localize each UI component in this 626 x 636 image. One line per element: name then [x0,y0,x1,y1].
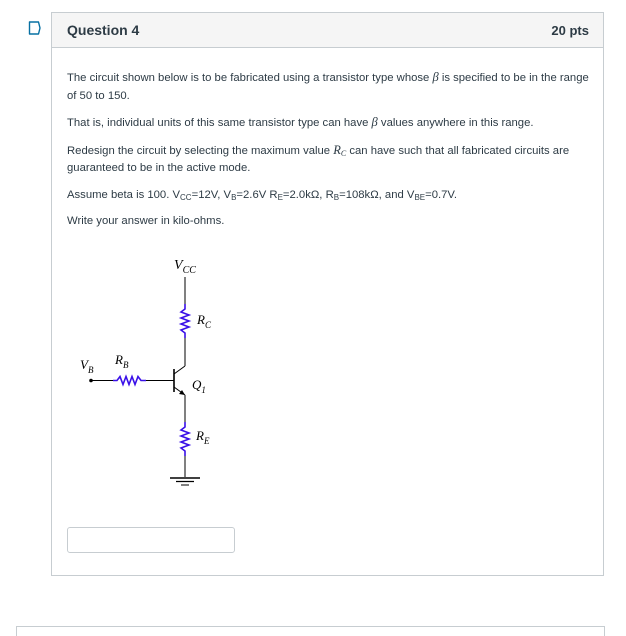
rc-resistor [181,304,189,338]
question-title: Question 4 [67,22,140,38]
bookmark-flag-icon[interactable] [28,21,41,35]
beta-symbol: β [432,70,439,84]
answer-input[interactable] [67,527,235,553]
paragraph-4: Assume beta is 100. $V_{CC}=12V$, $V_B=2.6V$ $R_E=2.0k\Omega$, $R_B=108k\Omega$, and $V_{BE}=0.7V$. [67,188,458,202]
rb-label: $R_B$ [115,352,129,370]
q1-label: $Q_1$ [192,377,206,395]
transistor-collector [174,366,185,374]
bjt-circuit-diagram [80,244,220,494]
vcc-label: $V_{CC}$ [174,258,196,276]
question-points: 20 pts [551,22,589,38]
re-resistor [181,422,189,456]
rc-label: $R_C$ [197,312,211,330]
next-question-card-edge [16,626,605,636]
paragraph-3: Redesign the circuit by selecting the maximum value $R_C$ can have such that all fabricated circuits are guaranteed to be in the active mode. [67,142,570,174]
rc-symbol: $R_C$ [333,142,347,158]
re-label: $R_E$ [196,428,210,446]
question-text [52,48,603,231]
beta-symbol: β [371,115,378,129]
vb-label: $V_B$ [80,357,94,375]
paragraph-2: That is, individual units of this same transistor type can have β values anywhere in this range. [67,115,534,129]
paragraph-1: The circuit shown below is to be fabricated using a transistor type whose β is specified to be in the range of 50 to 150. [67,70,589,102]
rb-resistor [113,377,146,385]
question-header [52,13,603,48]
question-card [51,12,604,576]
paragraph-5: Write your answer in kilo-ohms. [67,215,225,227]
ground-icon [170,478,200,485]
